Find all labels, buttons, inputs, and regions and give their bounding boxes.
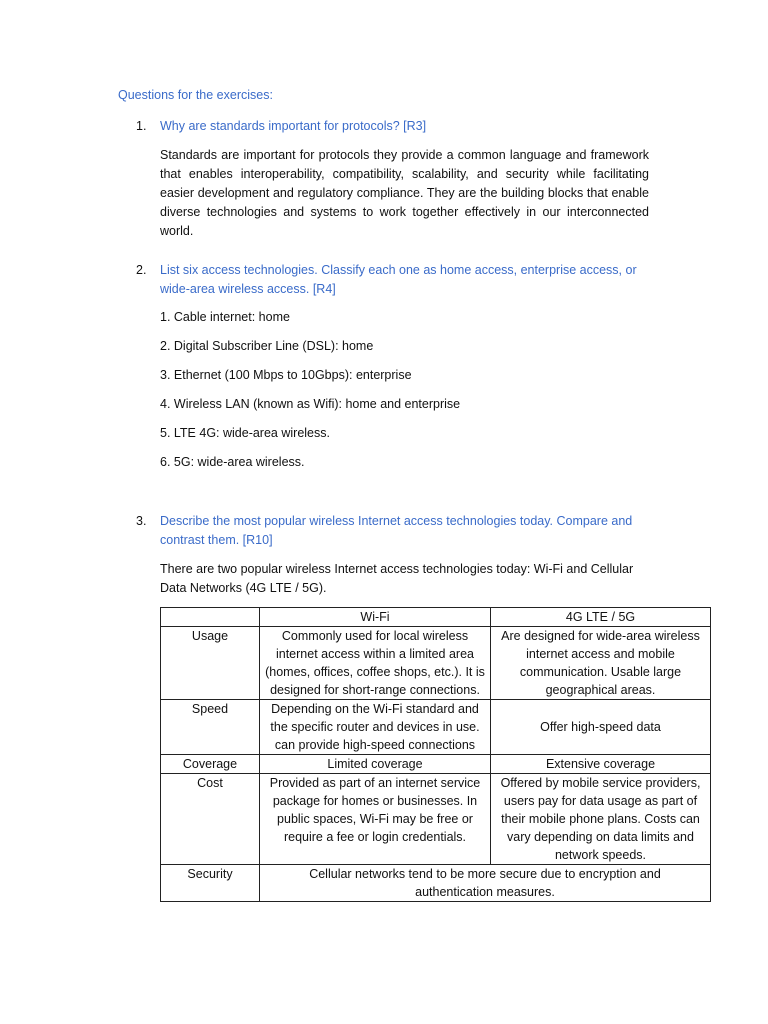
list-item: 1. Cable internet: home: [160, 310, 290, 324]
row-label: Coverage: [161, 755, 260, 774]
question-number: 1.: [136, 119, 147, 133]
cellular-cell: Offered by mobile service providers, users pay for data usage as part of their mobile phone plans. Costs can vary depending on data limits and network speeds.: [491, 774, 711, 865]
cellular-cell: Extensive coverage: [491, 755, 711, 774]
table-row: [161, 865, 711, 902]
merged-cell: Cellular networks tend to be more secure due to encryption and authentication measures.: [260, 865, 711, 902]
row-label: Security: [161, 865, 260, 902]
list-item: 4. Wireless LAN (known as Wifi): home and enterprise: [160, 397, 461, 411]
table-row: [161, 700, 711, 755]
table-row: [161, 774, 711, 865]
question-number: 3.: [136, 514, 147, 528]
table-row: [161, 627, 711, 700]
cellular-cell: Are designed for wide-area wireless internet access and mobile communication. Usable large geographical areas.: [491, 627, 711, 700]
list-item: 2. Digital Subscriber Line (DSL): home: [160, 339, 374, 353]
header-cell-empty: [161, 608, 260, 627]
table-header-row: [161, 608, 711, 627]
row-label: Speed: [161, 700, 260, 755]
question-text: List six access technologies. Classify each one as home access, enterprise access, or wide-area wireless access. [R4]: [160, 263, 637, 296]
header-cell-cellular: 4G LTE / 5G: [491, 608, 711, 627]
list-item: 6. 5G: wide-area wireless.: [160, 455, 305, 469]
answer-1: Standards are important for protocols they provide a common language and framework that enables interoperability, compatibility, scalability, and security while facilitating easier development and regulatory compliance. They are the building blocks that enable diverse technologies and systems to work together effectively in our interconnected world.: [160, 148, 649, 238]
comparison-table: [160, 607, 711, 902]
question-1: [136, 117, 656, 136]
question-text: Describe the most popular wireless Internet access technologies today. Compare and contrast them. [R10]: [160, 514, 633, 547]
wifi-cell: Depending on the Wi-Fi standard and the specific router and devices in use. can provide high-speed connections: [260, 700, 491, 755]
table-row: [161, 755, 711, 774]
wifi-cell: Limited coverage: [260, 755, 491, 774]
answer-3-intro: There are two popular wireless Internet access technologies today: Wi-Fi and Cellular Data Networks (4G LTE / 5G).: [160, 562, 634, 595]
wifi-cell: Commonly used for local wireless internet access within a limited area (homes, offices, coffee shops, etc.). It is designed for short-range connections.: [260, 627, 491, 700]
cellular-cell: Offer high-speed data: [491, 700, 711, 755]
row-label: Cost: [161, 774, 260, 865]
question-2: [136, 261, 656, 299]
row-label: Usage: [161, 627, 260, 700]
header-cell-wifi: Wi-Fi: [260, 608, 491, 627]
section-heading: Questions for the exercises:: [118, 88, 273, 102]
question-text: Why are standards important for protocols? [R3]: [160, 119, 427, 133]
question-number: 2.: [136, 263, 147, 277]
question-3: [136, 512, 656, 550]
list-item: 5. LTE 4G: wide-area wireless.: [160, 426, 330, 440]
wifi-cell: Provided as part of an internet service package for homes or businesses. In public spaces, Wi-Fi may be free or require a fee or login credentials.: [260, 774, 491, 865]
list-item: 3. Ethernet (100 Mbps to 10Gbps): enterprise: [160, 368, 412, 382]
